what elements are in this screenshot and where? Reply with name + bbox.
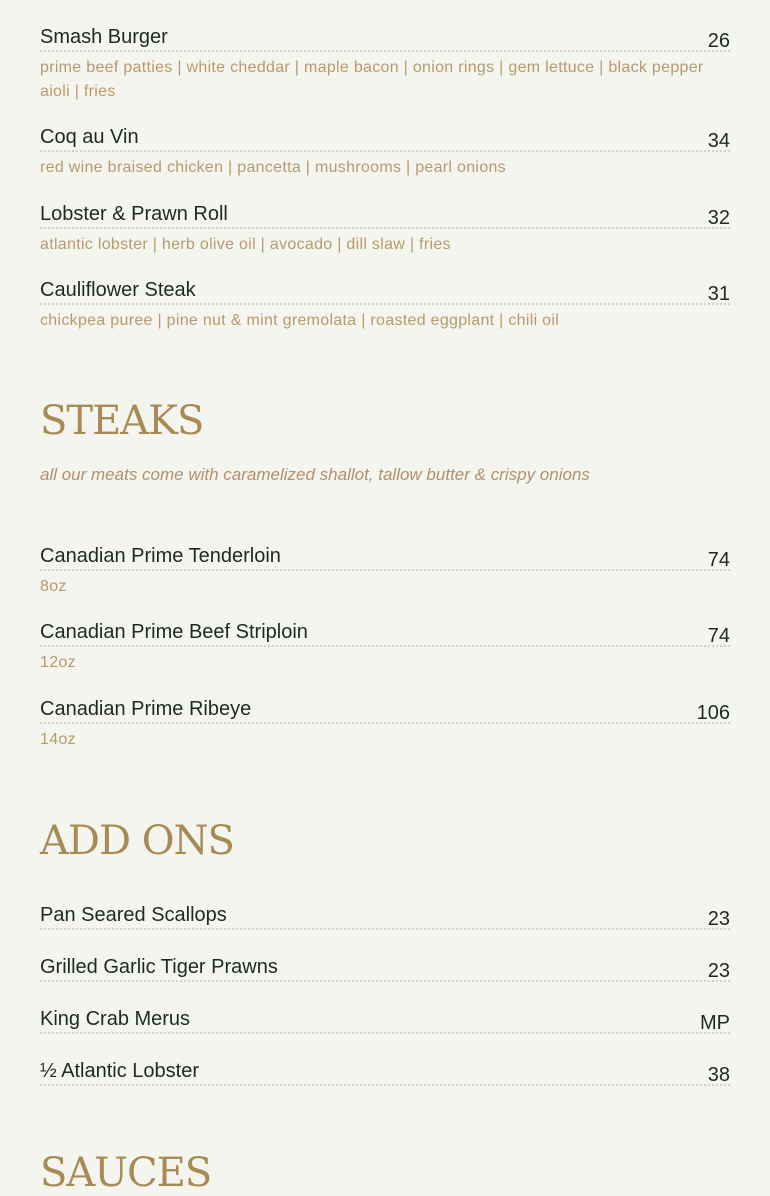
menu-item-name: Canadian Prime Ribeye — [40, 698, 252, 720]
menu-item-description: prime beef patties | white cheddar | maple bacon | onion rings | gem lettuce | black pepper aioli | fries — [40, 59, 704, 100]
menu-item-price: MP — [700, 1012, 730, 1034]
section-subtitle-steaks: all our meats come with caramelized shallot, tallow butter & crispy onions — [40, 465, 590, 484]
menu-item-name: Pan Seared Scallops — [40, 904, 227, 926]
menu-item-row — [40, 619, 730, 647]
section-title-steaks: STEAKS — [40, 398, 204, 444]
menu-item-price: 74 — [707, 625, 730, 647]
menu-item-name: Grilled Garlic Tiger Prawns — [40, 956, 278, 978]
menu-item-price: 74 — [707, 549, 730, 571]
menu-item-row — [40, 696, 730, 724]
menu-item-name: Lobster & Prawn Roll — [40, 203, 228, 225]
menu-item-name: Cauliflower Steak — [40, 279, 196, 301]
menu-item-price: 106 — [696, 702, 730, 724]
menu-item-description: red wine braised chicken | pancetta | mushrooms | pearl onions — [40, 159, 506, 176]
menu-item — [40, 543, 730, 599]
menu-item-description: 14oz — [40, 731, 76, 748]
menu-item — [40, 619, 730, 675]
menu-item — [40, 277, 730, 333]
menu-item-description: 8oz — [40, 578, 67, 595]
menu-item-row — [40, 277, 730, 305]
menu-item-description: chickpea puree | pine nut & mint gremolata | roasted eggplant | chili oil — [40, 312, 560, 329]
menu-item-row — [40, 124, 730, 152]
menu-item-row — [40, 201, 730, 229]
menu-item — [40, 954, 730, 982]
menu-item-price: 32 — [707, 207, 730, 229]
menu-item-price: 26 — [707, 30, 730, 52]
section-title-add-ons: ADD ONS — [40, 818, 234, 864]
menu-item-name: King Crab Merus — [40, 1008, 191, 1030]
menu-item — [40, 1006, 730, 1034]
menu-item-description: atlantic lobster | herb olive oil | avocado | dill slaw | fries — [40, 236, 451, 253]
menu-item-row — [40, 954, 730, 982]
menu-item — [40, 1058, 730, 1086]
section-title-sauces: SAUCES — [40, 1150, 212, 1196]
menu-item-price: 34 — [707, 130, 730, 152]
menu-item — [40, 696, 730, 752]
menu-item-name: Canadian Prime Beef Striploin — [40, 621, 308, 643]
menu-item — [40, 902, 730, 930]
menu-item-price: 38 — [707, 1064, 730, 1086]
menu-item-name: Smash Burger — [40, 26, 168, 48]
menu-item-price: 23 — [707, 908, 730, 930]
menu-item-row — [40, 1006, 730, 1034]
menu-item-row — [40, 902, 730, 930]
menu-item-description: 12oz — [40, 654, 76, 671]
menu-item-name: Coq au Vin — [40, 126, 139, 148]
menu-item — [40, 201, 730, 257]
menu-item-row — [40, 24, 730, 52]
menu-item-row — [40, 1058, 730, 1086]
menu-item — [40, 24, 730, 104]
menu-item-name: Canadian Prime Tenderloin — [40, 545, 281, 567]
menu-item-price: 23 — [707, 960, 730, 982]
menu-item-price: 31 — [707, 283, 730, 305]
menu-item — [40, 124, 730, 180]
menu-item-name: ½ Atlantic Lobster — [40, 1060, 199, 1082]
menu-item-row — [40, 543, 730, 571]
